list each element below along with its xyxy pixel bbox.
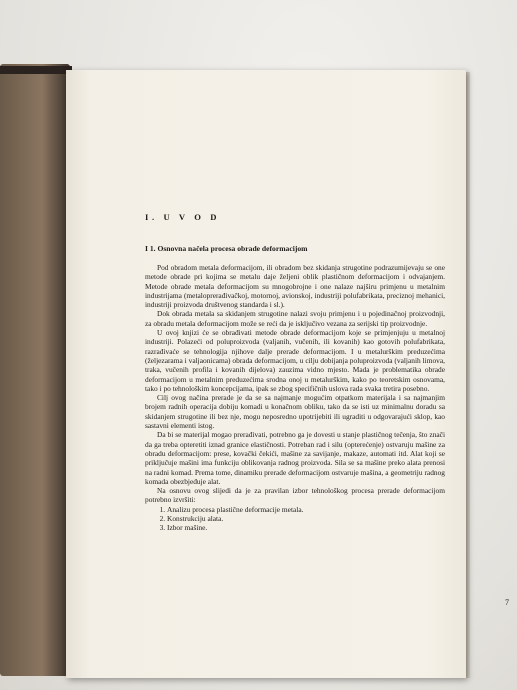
paragraph: Pod obradom metala deformacijom, ili obradom bez skidanja strugotine podrazumijevaju se one metode obrade pri kojima se metalu daje željeni oblik plastičnom deformacijom i odvajanjem. Metode obrade metala deformacijom su mnogobrojne i one nalaze najširu primjenu u metalnim industrijama (metaloprerađivačkoj, motornoj, avionskoj, industriji polufabrikata, preciznoj mehanici, industriji proizvoda društvenog standarda i sl.).	[145, 263, 445, 310]
body-text	[145, 263, 445, 533]
paragraph: Dok obrada metala sa skidanjem strugotine nalazi svoju primjenu i u pojedinačnoj proizvodnji, za obradu metala deformacijom može se reći da je isključivo vezana za serijski tip proizvodnje.	[145, 309, 445, 328]
numbered-list	[145, 505, 445, 533]
page-number: 7	[505, 598, 509, 607]
list-item: 3. Izbor mašine.	[167, 523, 445, 532]
book-page	[66, 70, 509, 678]
paragraph: U ovoj knjizi će se obrađivati metode obrade deformacijom koje se primjenjuju u metalnoj industriji. Polazeći od poluproizvoda (valjanih, vučenih, ili kovanih) kao gotovih polufabrikata, razrađivaće se tehnologija njihove dalje prerade deformacijom. I u metalurškim preduzećima (željezarama i valjaonicama) obrada deformacijom, u cilju dobijanja poluproizvoda (valjanih limova, traka, vučenih profila i kovanih dijelova) zauzima vidno mjesto. Mada je problematika obrade deformacijom u metalnim preduzećima srodna onoj u metalurškim, kako po teoretskim osnovama, tako i po tehnološkim koncepcijama, ipak se zbog specifičnih uslova rada svaka tretira posebno.	[145, 328, 445, 393]
list-item: 2. Konstrukciju alata.	[167, 514, 445, 523]
chapter-title: I. U V O D	[145, 212, 221, 222]
cover-edge	[0, 66, 72, 74]
book-cover	[0, 64, 70, 676]
section-title: I 1. Osnovna načela procesa obrade deformacijom	[145, 244, 308, 253]
paragraph: Na osnovu ovog slijedi da je za pravilan izbor tehnološkog procesa prerade deformacijom potrebno izvršiti:	[145, 486, 445, 505]
paragraph: Da bi se materijal mogao prerađivati, potrebno ga je dovesti u stanje plastičnog tečenja, što znači da ga treba opteretiti iznad granice elastičnosti. Potreban rad i silu (opterećenje) ostvaruju mašine za obradu deformacijom: prese, kovački čekići, mašine za savijanje, makaze, automati itd. Alat koji se priključuje mašini ima funkciju oblikovanja radnog proizvoda. Sila se sa mašine preko alata prenosi na radni komad. Prema tome, dinamiku prerade deformacijom ostvaruje mašina, a geometriju radnog komada obezbjeđuje alat.	[145, 430, 445, 486]
list-item: 1. Analizu procesa plastične deformacije metala.	[167, 505, 445, 514]
paragraph: Cilj ovog načina prerade je da se sa najmanje mogućim otpatkom materijala i sa najmanjim brojem radnih operacija dobiju komadi u konačnom obliku, tako da se isti uz minimalnu doradu sa skidanjem strugotine ili bez nje, mogu neposredno upotrijebiti ili ugraditi u odgovarajući sklop, kao sastavni elementi istog.	[145, 393, 445, 431]
